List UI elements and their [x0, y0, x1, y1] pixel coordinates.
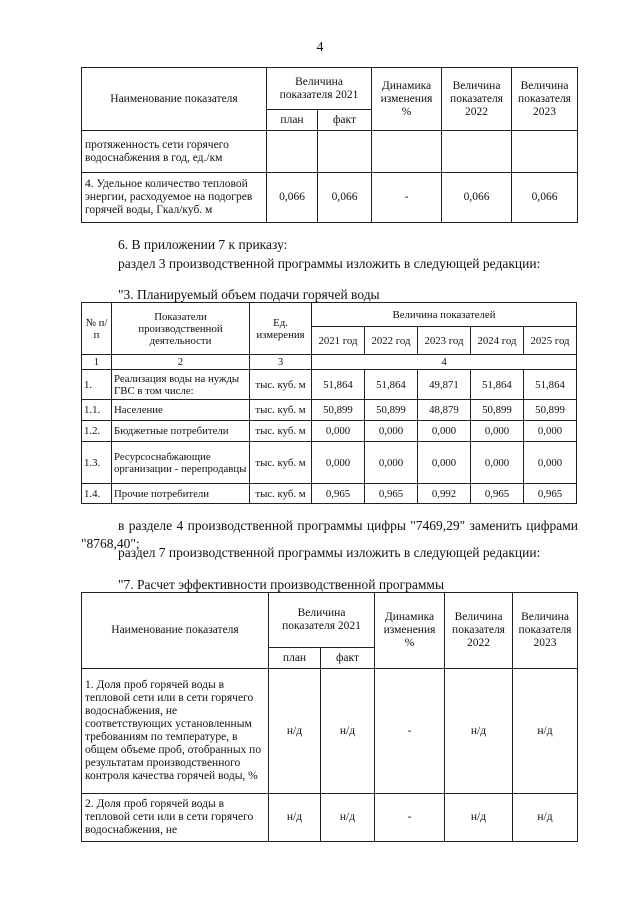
row-value: 0,000	[524, 421, 577, 442]
row-num: 1.1.	[82, 400, 112, 421]
row-value: 51,864	[524, 370, 577, 400]
row-unit: тыс. куб. м	[250, 442, 312, 484]
index-cell: 3	[250, 355, 312, 370]
row-dynamics: -	[375, 794, 445, 842]
row-name: Население	[112, 400, 250, 421]
table-row	[82, 794, 578, 842]
header-year: 2024 год	[471, 327, 524, 355]
row-plan: н/д	[269, 669, 321, 794]
row-name: 2. Доля проб горячей воды в тепловой сети или в сети горячего водоснабжения, не	[82, 794, 269, 842]
row-name: Бюджетные потребители	[112, 421, 250, 442]
row-name: Реализация воды на нужды ГВС в том числе:	[112, 370, 250, 400]
row-value-2023: 0,066	[512, 173, 578, 223]
row-value: 0,000	[365, 442, 418, 484]
header-fact: факт	[321, 648, 375, 669]
row-fact: н/д	[321, 669, 375, 794]
paragraph-section-4-continued: "8768,40";	[81, 536, 140, 551]
row-value: 0,000	[365, 421, 418, 442]
row-name: 1. Доля проб горячей воды в тепловой сети или в сети горячего водоснабжения, не соответствующих установленным требованиям по температуре, в общем объеме проб, отобранных по результатам производственного контроля качества горячей воды, %	[82, 669, 269, 794]
row-value: 0,965	[471, 484, 524, 504]
header-unit: Ед. измерения	[250, 303, 312, 355]
header-year: 2023 год	[418, 327, 471, 355]
efficiency-table	[81, 592, 578, 842]
header-year: 2025 год	[524, 327, 577, 355]
row-value-2023: н/д	[513, 794, 578, 842]
row-value-2023	[512, 131, 578, 173]
row-value: 48,879	[418, 400, 471, 421]
section-3-heading: "3. Планируемый объем подачи горячей воды	[118, 287, 380, 302]
row-value: 50,899	[524, 400, 577, 421]
table-row	[82, 400, 577, 421]
header-dynamics: Динамика изменения %	[372, 68, 442, 131]
row-plan	[267, 131, 318, 173]
row-dynamics: -	[372, 173, 442, 223]
row-value-2023: н/д	[513, 669, 578, 794]
row-value: 0,000	[312, 442, 365, 484]
row-unit: тыс. куб. м	[250, 484, 312, 504]
header-year: 2021 год	[312, 327, 365, 355]
header-indicator-name: Наименование показателя	[82, 68, 267, 131]
row-name: Ресурсоснабжающие организации - перепродавцы	[112, 442, 250, 484]
row-value: 49,871	[418, 370, 471, 400]
header-year: 2022 год	[365, 327, 418, 355]
row-fact	[318, 131, 372, 173]
table-row	[82, 484, 577, 504]
row-fact: 0,066	[318, 173, 372, 223]
header-value-2021: Величина показателя 2021	[269, 593, 375, 648]
row-name: 4. Удельное количество тепловой энергии, расходуемое на подогрев горячей воды, Гкал/куб. м	[82, 173, 267, 223]
row-value-2022	[442, 131, 512, 173]
paragraph-appendix-7: 6. В приложении 7 к приказу:	[118, 237, 288, 252]
paragraph-section-7: раздел 7 производственной программы изложить в следующей редакции:	[118, 545, 541, 560]
header-values: Величина показателей	[312, 303, 577, 327]
row-num: 1.2.	[82, 421, 112, 442]
header-value-2022: Величина показателя 2022	[445, 593, 513, 669]
row-plan: 0,066	[267, 173, 318, 223]
header-plan: план	[267, 110, 318, 131]
table-row	[82, 442, 577, 484]
row-value: 0,992	[418, 484, 471, 504]
row-fact: н/д	[321, 794, 375, 842]
header-num: № п/п	[82, 303, 112, 355]
row-dynamics: -	[375, 669, 445, 794]
header-plan: план	[269, 648, 321, 669]
row-value: 51,864	[471, 370, 524, 400]
header-indicator-name: Наименование показателя	[82, 593, 269, 669]
header-value-2022: Величина показателя 2022	[442, 68, 512, 131]
row-value: 50,899	[471, 400, 524, 421]
index-cell: 2	[112, 355, 250, 370]
page-number: 4	[316, 40, 324, 55]
table-row	[82, 421, 577, 442]
table-row	[82, 370, 577, 400]
row-dynamics	[372, 131, 442, 173]
row-value: 50,899	[312, 400, 365, 421]
index-cell: 4	[312, 355, 577, 370]
row-name: Прочие потребители	[112, 484, 250, 504]
row-value-2022: 0,066	[442, 173, 512, 223]
index-row	[82, 355, 577, 370]
table-row	[82, 173, 578, 223]
row-value: 0,000	[524, 442, 577, 484]
row-unit: тыс. куб. м	[250, 400, 312, 421]
header-fact: факт	[318, 110, 372, 131]
table-row	[82, 131, 578, 173]
header-value-2023: Величина показателя 2023	[512, 68, 578, 131]
row-value: 50,899	[365, 400, 418, 421]
row-value: 0,965	[524, 484, 577, 504]
row-num: 1.4.	[82, 484, 112, 504]
row-unit: тыс. куб. м	[250, 370, 312, 400]
water-supply-volume-table	[81, 302, 577, 504]
header-value-2021: Величина показателя 2021	[267, 68, 372, 110]
row-value: 0,000	[471, 442, 524, 484]
row-name: протяженность сети горячего водоснабжения в год, ед./км	[82, 131, 267, 173]
row-num: 1.3.	[82, 442, 112, 484]
row-value: 0,965	[312, 484, 365, 504]
index-cell: 1	[82, 355, 112, 370]
row-value: 0,000	[418, 421, 471, 442]
row-value: 0,965	[365, 484, 418, 504]
row-value-2022: н/д	[445, 794, 513, 842]
row-value-2022: н/д	[445, 669, 513, 794]
row-value: 0,000	[312, 421, 365, 442]
row-value: 51,864	[312, 370, 365, 400]
paragraph-section-3: раздел 3 производственной программы изложить в следующей редакции:	[118, 256, 541, 271]
row-value: 0,000	[418, 442, 471, 484]
header-indicator: Показатели производственной деятельности	[112, 303, 250, 355]
row-value: 0,000	[471, 421, 524, 442]
row-unit: тыс. куб. м	[250, 421, 312, 442]
paragraph-section-4: в разделе 4 производственной программы цифры "7469,29" заменить цифрами	[118, 518, 578, 533]
row-value: 51,864	[365, 370, 418, 400]
indicators-table-top	[81, 67, 578, 223]
section-7-heading: "7. Расчет эффективности производственной программы	[118, 577, 445, 592]
row-plan: н/д	[269, 794, 321, 842]
header-value-2023: Величина показателя 2023	[513, 593, 578, 669]
header-dynamics: Динамика изменения %	[375, 593, 445, 669]
table-row	[82, 669, 578, 794]
row-num: 1.	[82, 370, 112, 400]
